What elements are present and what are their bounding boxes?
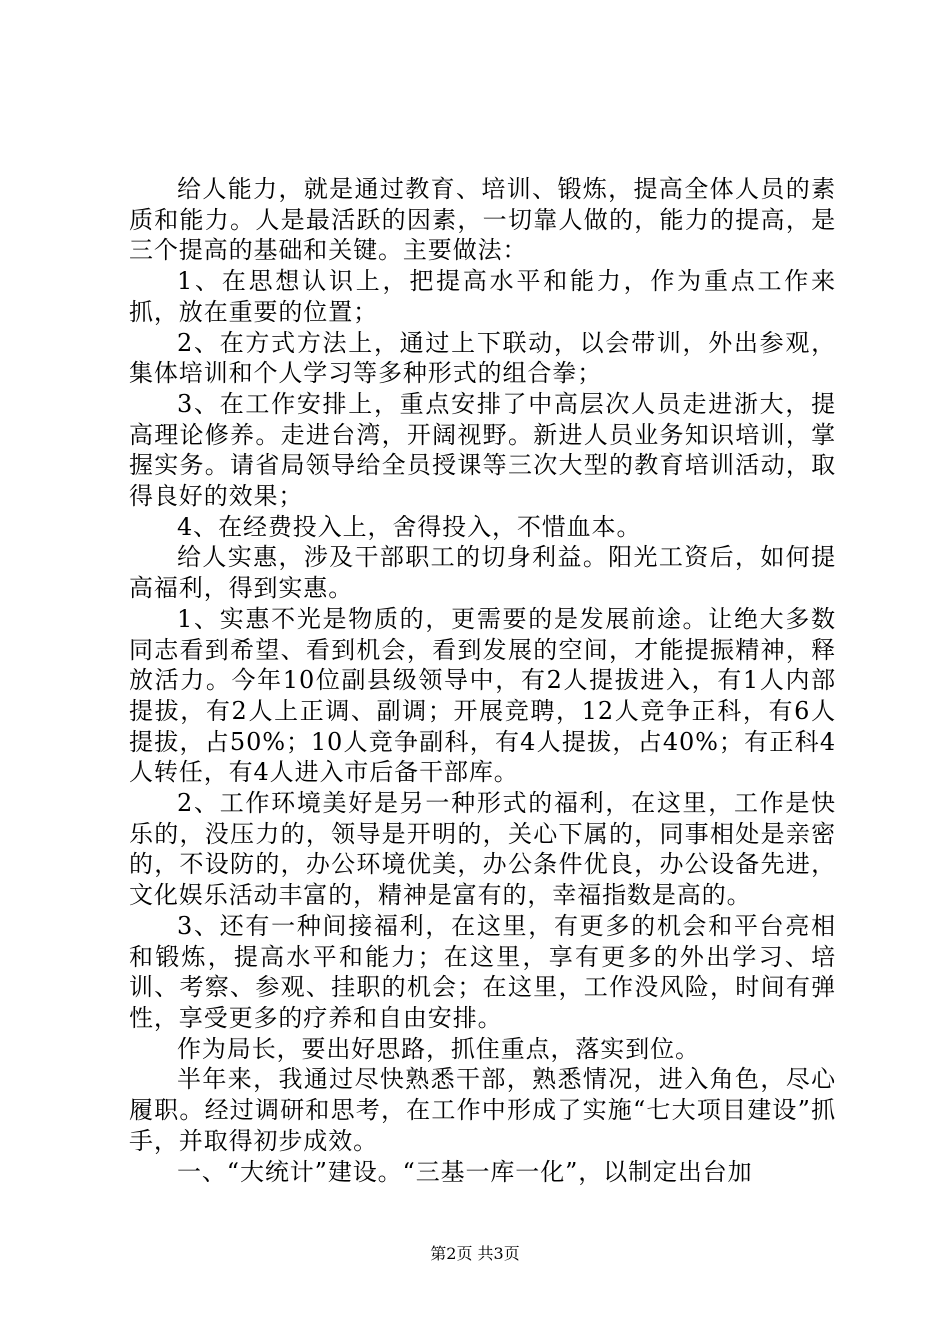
page-footer: [0, 1244, 950, 1264]
paragraph-ability-item-3: 3、在工作安排上，重点安排了中高层次人员走进浙大，提高理论修养。走进台湾，开阔视野。新进人员业务知识培训，掌握实务。请省局领导给全员授课等三次大型的教育培训活动，取得良好的效果；: [129, 389, 836, 511]
paragraph-section-one-heading: 一、“大统计”建设。“三基一库一化”，以制定出台加: [177, 1157, 753, 1186]
paragraph-benefit-intro: 给人实惠，涉及干部职工的切身利益。阳光工资后，如何提高福利，得到实惠。: [129, 543, 836, 603]
paragraph-benefit-item-3: 3、还有一种间接福利，在这里，有更多的机会和平台亮相和锻炼，提高水平和能力；在这里，享有更多的外出学习、培训、考察、参观、挂职的机会；在这里，工作没风险，时间有弹性，享受更多的疗养和自由安排。: [129, 911, 836, 1032]
paragraph-ability-item-1: 1、在思想认识上，把提高水平和能力，作为重点工作来抓，放在重要的位置；: [129, 267, 836, 326]
paragraph-ability-intro: 给人能力，就是通过教育、培训、锻炼，提高全体人员的素质和能力。人是最活跃的因素，一切靠人做的，能力的提高，是三个提高的基础和关键。主要做法：: [129, 175, 836, 265]
paragraph-half-year-summary: 半年来，我通过尽快熟悉干部，熟悉情况，进入角色，尽心履职。经过调研和思考，在工作中形成了实施“七大项目建设”抓手，并取得初步成效。: [129, 1065, 836, 1155]
paragraph-director-role: 作为局长，要出好思路，抓住重点，落实到位。: [177, 1034, 700, 1063]
page-number-label: 第2页 共3页: [430, 1244, 520, 1263]
paragraph-ability-item-4: 4、在经费投入上，舍得投入，不惜血本。: [177, 512, 642, 541]
paragraph-ability-item-2: 2、在方式方法上，通过上下联动，以会带训，外出参观，集体培训和个人学习等多种形式的组合拳；: [129, 328, 836, 388]
paragraph-benefit-item-1: 1、实惠不光是物质的，更需要的是发展前途。让绝大多数同志看到希望、看到机会，看到发展的空间，才能提振精神，释放活力。今年10位副县级领导中，有2人提拔进入，有1人内部提拔，有2人上正调、副调；开展竞聘，12人竞争正科，有6人提拔，占50%；10人竞争副科，有4人提拔，占40%；有正科4人转任，有4人进入市后备干部库。: [129, 604, 836, 787]
paragraph-benefit-item-2: 2、工作环境美好是另一种形式的福利，在这里，工作是快乐的，没压力的，领导是开明的，关心下属的，同事相处是亲密的，不设防的，办公环境优美，办公条件优良，办公设备先进，文化娱乐活动丰富的，精神是富有的，幸福指数是高的。: [129, 789, 836, 910]
document-body: [129, 174, 836, 1187]
